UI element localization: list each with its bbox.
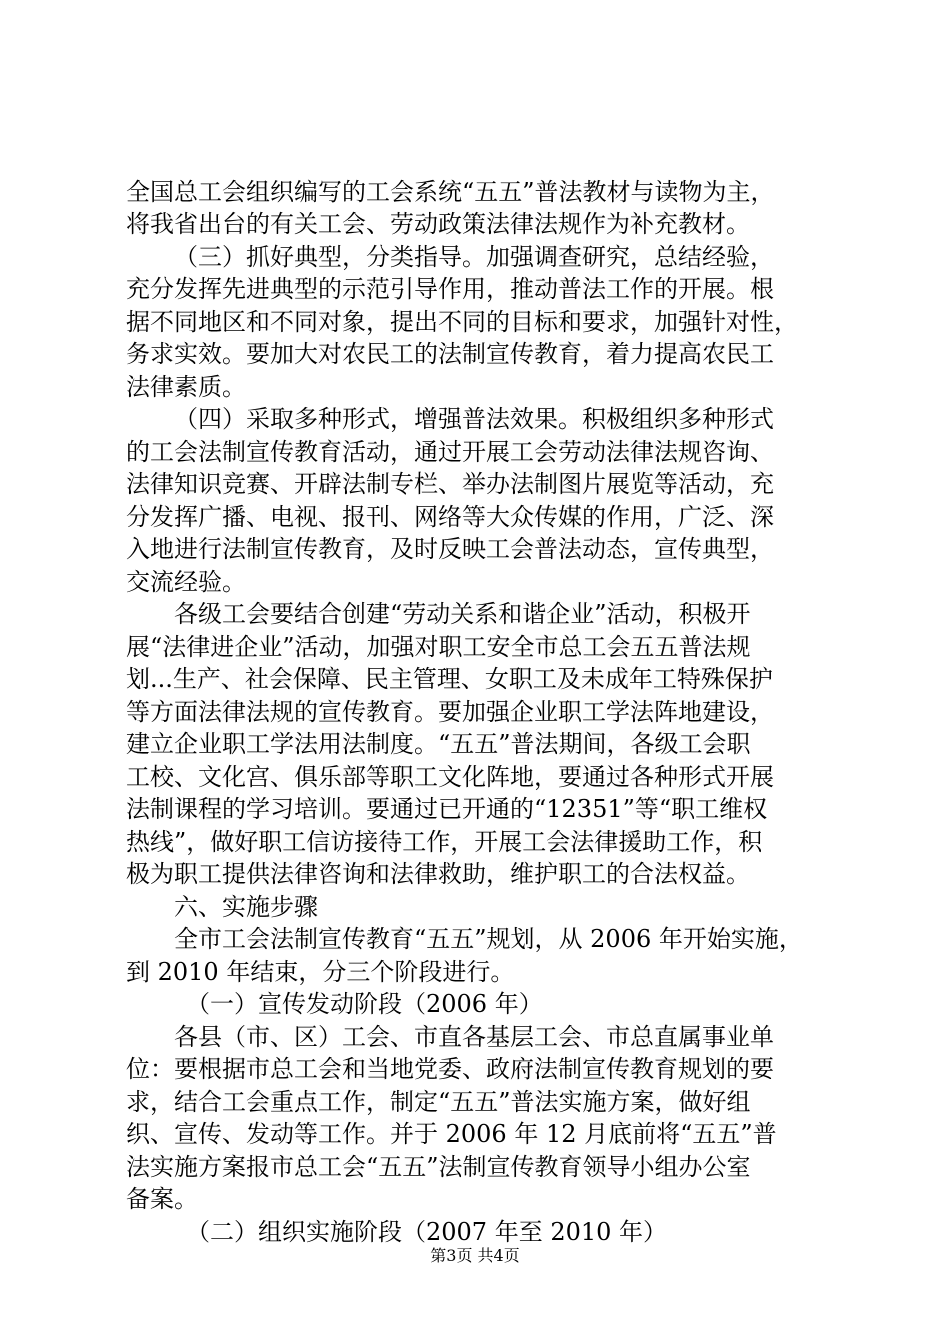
text-line: 等方面法律法规的宣传教育。要加强企业职工学法阵地建设， xyxy=(126,698,774,726)
text-line: 交流经验。 xyxy=(126,568,246,596)
text-line: 全市工会法制宣传教育“五五”规划，从 2006 年开始实施， xyxy=(174,925,803,953)
text-line: （四）采取多种形式，增强普法效果。积极组织多种形式 xyxy=(174,405,774,433)
text-line: 求，结合工会重点工作，制定“五五”普法实施方案，做好组 xyxy=(126,1088,751,1116)
text-line: 入地进行法制宣传教育，及时反映工会普法动态，宣传典型， xyxy=(126,535,774,563)
text-line: 展“法律进企业”活动，加强对职工安全市总工会五五普法规 xyxy=(126,633,751,661)
text-line: 法制课程的学习培训。要通过已开通的“12351”等“职工维权 xyxy=(126,795,768,823)
text-line: 将我省出台的有关工会、劳动政策法律法规作为补充教材。 xyxy=(126,210,750,238)
text-line: 法律知识竞赛、开辟法制专栏、举办法制图片展览等活动，充 xyxy=(126,470,774,498)
text-line: 各县（市、区）工会、市直各基层工会、市总直属事业单 xyxy=(174,1023,774,1051)
text-line: 全国总工会组织编写的工会系统“五五”普法教材与读物为主， xyxy=(126,178,775,206)
text-line: 法律素质。 xyxy=(126,373,246,401)
text-line: 备案。 xyxy=(126,1185,198,1213)
text-line: 充分发挥先进典型的示范引导作用，推动普法工作的开展。根 xyxy=(126,275,774,303)
text-line: 工校、文化宫、俱乐部等职工文化阵地，要通过各种形式开展 xyxy=(126,763,774,791)
text-line: （三）抓好典型，分类指导。加强调查研究，总结经验， xyxy=(174,243,774,271)
text-line: 法实施方案报市总工会“五五”法制宣传教育领导小组办公室 xyxy=(126,1153,751,1181)
text-line: 划...生产、社会保障、民主管理、女职工及未成年工特殊保护 xyxy=(126,665,773,693)
text-line: 织、宣传、发动等工作。并于 2006 年 12 月底前将“五五”普 xyxy=(126,1120,777,1148)
text-line: 分发挥广播、电视、报刊、网络等大众传媒的作用，广泛、深 xyxy=(126,503,774,531)
section-heading: 六、实施步骤 xyxy=(174,893,318,921)
text-line: 各级工会要结合创建“劳动关系和谐企业”活动，积极开 xyxy=(174,600,751,628)
subsection-heading: （二）组织实施阶段（2007 年至 2010 年） xyxy=(186,1218,668,1246)
page-number-footer: 第3页 共4页 xyxy=(430,1246,520,1265)
text-line: 据不同地区和不同对象，提出不同的目标和要求，加强针对性， xyxy=(126,308,798,336)
text-line: 热线”，做好职工信访接待工作，开展工会法律援助工作，积 xyxy=(126,828,763,856)
text-line: 建立企业职工学法用法制度。“五五”普法期间，各级工会职 xyxy=(126,730,751,758)
subsection-heading: （一）宣传发动阶段（2006 年） xyxy=(186,990,543,1018)
text-line: 的工会法制宣传教育活动，通过开展工会劳动法律法规咨询、 xyxy=(126,438,774,466)
text-line: 务求实效。要加大对农民工的法制宣传教育，着力提高农民工 xyxy=(126,340,774,368)
text-line: 位：要根据市总工会和当地党委、政府法制宣传教育规划的要 xyxy=(126,1055,774,1083)
text-line: 极为职工提供法律咨询和法律救助，维护职工的合法权益。 xyxy=(126,860,750,888)
text-line: 到 2010 年结束，分三个阶段进行。 xyxy=(126,958,515,986)
